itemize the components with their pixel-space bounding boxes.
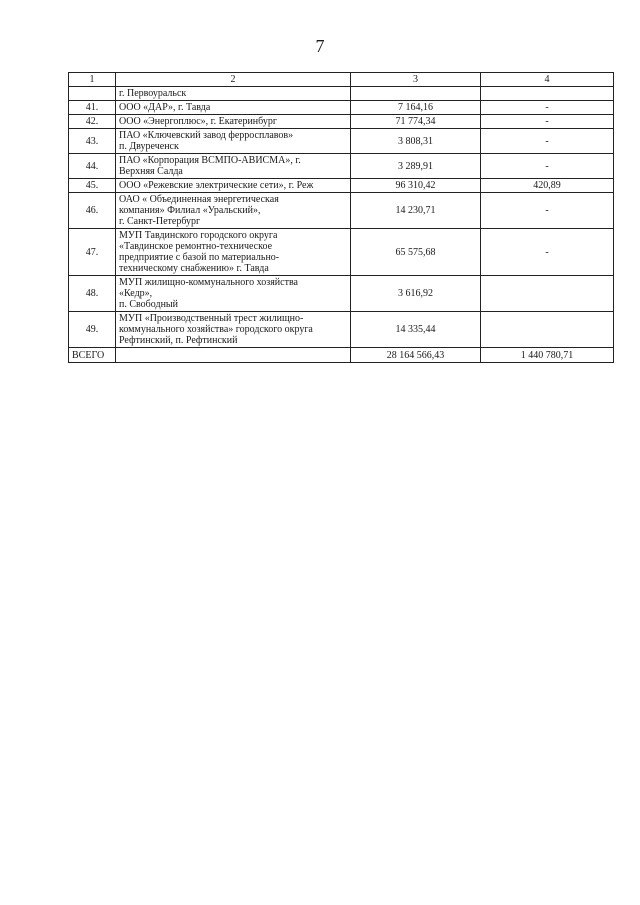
organization-name [116, 276, 351, 312]
row-number: 43. [69, 129, 116, 154]
amount-value: 3 289,91 [351, 154, 481, 179]
header-col-2: 2 [116, 73, 351, 87]
organization-name [116, 87, 351, 101]
organization-name [116, 193, 351, 229]
organization-name-line: компания» Филиал «Уральский», [119, 205, 261, 216]
organization-name-line: МУП Тавдинского городского округа [119, 230, 278, 241]
amount-value: 65 575,68 [351, 229, 481, 276]
extra-value: - [481, 229, 614, 276]
amount-value: 14 335,44 [351, 312, 481, 348]
table-row [69, 115, 614, 129]
extra-value [481, 87, 614, 101]
organization-name-line: г. Санкт-Петербург [119, 216, 201, 227]
extra-value: - [481, 101, 614, 115]
table-body [69, 87, 614, 348]
row-number: 42. [69, 115, 116, 129]
table-row [69, 101, 614, 115]
table-row [69, 154, 614, 179]
table-row [69, 276, 614, 312]
organization-name [116, 154, 351, 179]
extra-value: - [481, 129, 614, 154]
organization-name-line: п. Двуреченск [119, 141, 179, 152]
extra-value [481, 312, 614, 348]
organization-name-line: ПАО «Корпорация ВСМПО-АВИСМА», г. [119, 155, 301, 166]
organization-name-line: МУП жилищно-коммунального хозяйства [119, 277, 298, 288]
extra-value: - [481, 193, 614, 229]
amount-value: 7 164,16 [351, 101, 481, 115]
organization-name-line: «Тавдинское ремонтно-техническое [119, 241, 273, 252]
organization-name [116, 101, 351, 115]
amount-value [351, 87, 481, 101]
organization-name-line: «Кедр», [119, 288, 153, 299]
total-empty-cell [116, 348, 351, 363]
organization-name [116, 129, 351, 154]
total-row [69, 348, 614, 363]
organization-name [116, 229, 351, 276]
table-header-row [69, 73, 614, 87]
total-label: ВСЕГО [69, 348, 116, 363]
organization-name-line: Верхняя Салда [119, 166, 183, 177]
organization-name [116, 179, 351, 193]
table-row [69, 193, 614, 229]
row-number: 45. [69, 179, 116, 193]
organization-name-line: г. Первоуральск [119, 88, 187, 99]
table-row [69, 229, 614, 276]
header-col-1: 1 [69, 73, 116, 87]
organization-name-line: ООО «ДАР», г. Тавда [119, 102, 211, 113]
organization-name-line: Рефтинский, п. Рефтинский [119, 335, 238, 346]
row-number [69, 87, 116, 101]
organization-name [116, 312, 351, 348]
amount-value: 14 230,71 [351, 193, 481, 229]
organization-name-line: коммунального хозяйства» городского округа [119, 324, 313, 335]
total-extra: 1 440 780,71 [481, 348, 614, 363]
amount-value: 3 616,92 [351, 276, 481, 312]
row-number: 47. [69, 229, 116, 276]
table-row [69, 312, 614, 348]
row-number: 46. [69, 193, 116, 229]
row-number: 48. [69, 276, 116, 312]
extra-value: - [481, 154, 614, 179]
organization-name-line: ОАО « Объединенная энергетическая [119, 194, 279, 205]
table-row [69, 179, 614, 193]
row-number: 41. [69, 101, 116, 115]
organization-name-line: ООО «Режевские электрические сети», г. Реж [119, 180, 314, 191]
amount-value: 96 310,42 [351, 179, 481, 193]
header-col-3: 3 [351, 73, 481, 87]
organization-name-line: п. Свободный [119, 299, 178, 310]
table-row [69, 129, 614, 154]
organization-name-line: ООО «Энергоплюс», г. Екатеринбург [119, 116, 277, 127]
row-number: 44. [69, 154, 116, 179]
extra-value: 420,89 [481, 179, 614, 193]
report-table [68, 72, 614, 363]
amount-value: 71 774,34 [351, 115, 481, 129]
header-col-4: 4 [481, 73, 614, 87]
amount-value: 3 808,31 [351, 129, 481, 154]
organization-name-line: техническому снабжению» г. Тавда [119, 263, 269, 274]
total-value: 28 164 566,43 [351, 348, 481, 363]
extra-value: - [481, 115, 614, 129]
organization-name-line: МУП «Производственный трест жилищно- [119, 313, 304, 324]
table-row [69, 87, 614, 101]
organization-name-line: предприятие с базой по материально- [119, 252, 280, 263]
organization-name-line: ПАО «Ключевский завод ферросплавов» [119, 130, 294, 141]
organization-name [116, 115, 351, 129]
extra-value [481, 276, 614, 312]
row-number: 49. [69, 312, 116, 348]
page-number: 7 [315, 36, 325, 56]
